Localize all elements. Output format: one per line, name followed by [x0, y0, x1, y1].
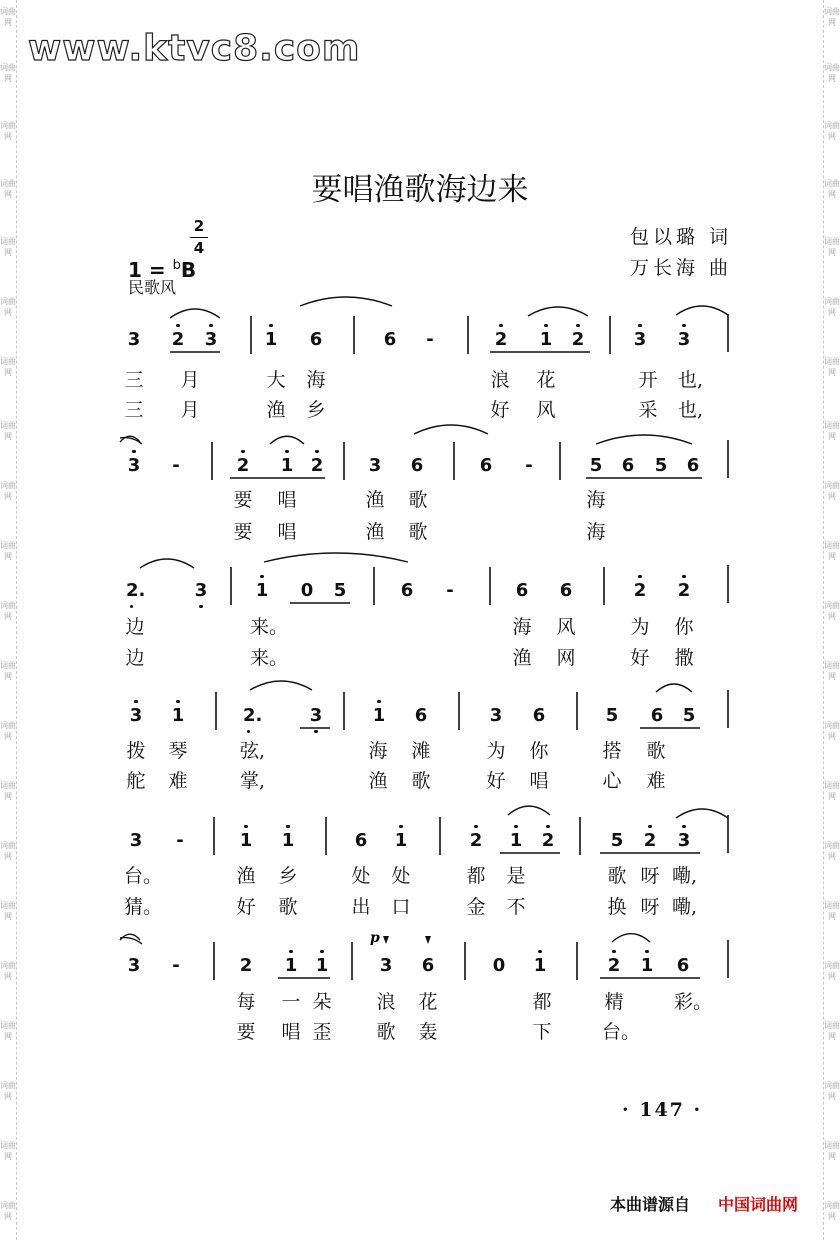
jianpu-note: 3	[677, 329, 691, 350]
side-watermark-text: 词曲网	[824, 421, 840, 441]
lyric-verse1-syllable: 风	[556, 616, 576, 638]
lyric-verse1-syllable: 月	[180, 369, 200, 391]
jianpu-note: 3	[677, 830, 691, 851]
side-watermark-text: 词曲网	[0, 721, 16, 741]
side-watermark-text: 词曲网	[824, 601, 840, 621]
lyric-verse2-syllable: 渔	[266, 399, 286, 421]
slur-tie	[676, 306, 728, 315]
side-watermark-text: 词曲网	[0, 841, 16, 861]
flat-sign: b	[172, 258, 181, 273]
jianpu-note: 6	[400, 580, 414, 601]
slur-tie	[250, 681, 312, 690]
side-watermark-text: 词曲网	[824, 7, 840, 27]
jianpu-note: 6	[621, 455, 635, 476]
lyric-verse2-syllable: 歪	[312, 1021, 332, 1043]
jianpu-note: 3	[368, 455, 382, 476]
side-watermark-text: 词曲网	[0, 1141, 16, 1161]
jianpu-note: 3	[489, 705, 503, 726]
jianpu-note: 1	[394, 830, 408, 851]
side-watermark-text: 词曲网	[0, 1021, 16, 1041]
slur-tie	[676, 809, 728, 818]
lyric-verse2-syllable: 三	[124, 399, 144, 421]
jianpu-note: 2	[541, 830, 555, 851]
lyric-verse1-syllable: 你	[529, 740, 549, 762]
lyric-verse2-syllable: 难	[646, 770, 666, 792]
side-watermark-text: 词曲网	[0, 357, 16, 377]
jianpu-note: 1	[315, 955, 329, 976]
jianpu-note: 3	[379, 955, 393, 976]
lyric-verse2-syllable: 呀	[640, 896, 660, 918]
lyric-verse2-syllable: 舵	[126, 770, 146, 792]
jianpu-note: 3	[129, 830, 143, 851]
jianpu-note: 1	[171, 705, 185, 726]
lyric-verse1-syllable: 呀	[640, 865, 660, 887]
side-watermark-text: 词曲网	[824, 1081, 840, 1101]
lyric-verse2-syllable: 歌	[408, 521, 428, 543]
lyric-verse2-syllable: 下	[532, 1021, 552, 1043]
jianpu-note: 5	[654, 455, 668, 476]
lyric-verse2-syllable: 网	[556, 647, 576, 669]
lyric-verse1-syllable: 是	[506, 865, 526, 887]
jianpu-note: 3	[633, 329, 647, 350]
lyric-verse1-syllable: 处	[391, 865, 411, 887]
lyric-verse2-syllable: 要	[236, 1021, 256, 1043]
side-watermark-text: 词曲网	[0, 421, 16, 441]
lyric-verse1-syllable: 为	[630, 616, 650, 638]
lyric-verse1-syllable: 为	[486, 740, 506, 762]
dash-extension: -	[172, 955, 180, 976]
lyric-verse2-syllable: 猜。	[124, 896, 163, 918]
lyric-verse1-syllable: 歌	[646, 740, 666, 762]
jianpu-note: 2	[643, 830, 657, 851]
slur-tie	[270, 436, 304, 444]
jianpu-note: 5	[682, 705, 696, 726]
lyric-verse2-syllable: 好	[490, 399, 510, 421]
lyric-verse2-syllable: 要	[233, 521, 253, 543]
side-watermark-text: 词曲网	[824, 901, 840, 921]
lyric-verse1-syllable: 边	[125, 616, 145, 638]
side-watermark-text: 词曲网	[0, 121, 16, 141]
jianpu-note: 3	[194, 580, 208, 601]
side-watermark-text: 词曲网	[824, 1201, 840, 1221]
side-watermark-text: 词曲网	[0, 237, 16, 257]
side-watermark-text: 词曲网	[824, 1021, 840, 1041]
jianpu-note: 0	[300, 580, 314, 601]
jianpu-note: 5	[589, 455, 603, 476]
jianpu-note: 1	[284, 955, 298, 976]
time-top: 2	[193, 217, 205, 235]
dash-extension: -	[426, 329, 434, 350]
lyric-verse2-syllable: 难	[168, 770, 188, 792]
lyric-verse1-syllable: 要	[233, 489, 253, 511]
lyric-verse1-syllable: 弦,	[240, 740, 266, 762]
lyric-verse1-syllable: 花	[418, 991, 438, 1013]
lyric-verse1-syllable: 大	[266, 369, 286, 391]
lyric-verse2-syllable: 台。	[602, 1021, 641, 1043]
side-watermark-text: 词曲网	[0, 781, 16, 801]
lyric-verse2-syllable: 心	[602, 770, 622, 792]
source-site-link[interactable]: 中国词曲网	[718, 1195, 799, 1214]
lyric-verse2-syllable: 歌	[278, 896, 298, 918]
lyric-verse2-syllable: 边	[125, 647, 145, 669]
lyric-verse2-syllable: 唱	[277, 521, 297, 543]
jianpu-note: 0	[492, 955, 506, 976]
jianpu-note: 6	[309, 329, 323, 350]
lyric-verse2-syllable: 渔	[368, 770, 388, 792]
lyric-verse1-syllable: 你	[674, 616, 694, 638]
lyric-verse2-syllable: 唱	[281, 1021, 301, 1043]
lyric-verse1-syllable: 一	[281, 991, 301, 1013]
time-bottom: 4	[193, 239, 205, 257]
slur-tie	[656, 684, 692, 692]
jianpu-note: 2	[469, 830, 483, 851]
lyric-verse1-syllable: 台。	[124, 865, 163, 887]
jianpu-note: 1	[533, 955, 547, 976]
lyric-verse1-syllable: 来。	[250, 616, 289, 638]
jianpu-note: 6	[532, 705, 546, 726]
lyric-verse2-syllable: 好	[630, 647, 650, 669]
side-watermark-text: 词曲网	[0, 7, 16, 27]
jianpu-note: 6	[354, 830, 368, 851]
jianpu-note: 5	[333, 580, 347, 601]
side-watermark-text: 词曲网	[824, 1141, 840, 1161]
jianpu-note: 2	[607, 955, 621, 976]
lyric-verse2-syllable: 也,	[678, 399, 704, 421]
jianpu-note: 5	[605, 705, 619, 726]
jianpu-note: 2	[310, 455, 324, 476]
jianpu-note: 2	[494, 329, 508, 350]
lyric-verse2-syllable: 撒	[674, 647, 694, 669]
key-prefix: 1 =	[128, 258, 173, 282]
accent-mark	[383, 936, 389, 944]
lyric-verse2-syllable: 乡	[306, 399, 326, 421]
side-watermark-text: 词曲网	[0, 63, 16, 83]
slur-tie	[528, 307, 588, 316]
side-watermark-text: 词曲网	[824, 237, 840, 257]
lyric-verse1-syllable: 三	[124, 369, 144, 391]
side-watermark-text: 词曲网	[0, 179, 16, 199]
lyric-verse1-syllable: 朵	[312, 991, 332, 1013]
side-watermark-text: 词曲网	[824, 721, 840, 741]
side-watermark-text: 词曲网	[824, 661, 840, 681]
jianpu-note: 2.	[243, 705, 263, 726]
side-watermark-text: 词曲网	[824, 179, 840, 199]
jianpu-note: 1	[255, 580, 269, 601]
side-watermark-text: 词曲网	[0, 1081, 16, 1101]
song-title: 要唱渔歌海边来	[311, 172, 529, 208]
jianpu-note: 6	[686, 455, 700, 476]
lyric-verse1-syllable: 拨	[126, 740, 146, 762]
side-watermark-text: 词曲网	[0, 297, 16, 317]
side-watermark-text: 词曲网	[824, 841, 840, 861]
lyric-verse2-syllable: 采	[638, 399, 658, 421]
side-watermark-text: 词曲网	[824, 481, 840, 501]
accent-mark	[425, 936, 431, 944]
side-watermark-text: 词曲网	[0, 661, 16, 681]
lyric-verse2-syllable: 来。	[250, 647, 289, 669]
lyric-verse1-syllable: 渔	[236, 865, 256, 887]
jianpu-note: 6	[383, 329, 397, 350]
lyric-verse1-syllable: 精	[604, 991, 624, 1013]
page-number: · 147 ·	[622, 1099, 703, 1121]
lyric-verse2-syllable: 渔	[365, 521, 385, 543]
side-watermark-text: 词曲网	[824, 781, 840, 801]
dash-extension: -	[446, 580, 454, 601]
lyric-verse2-syllable: 海	[586, 521, 606, 543]
lyric-verse1-syllable: 歌	[607, 865, 627, 887]
side-watermark-text: 词曲网	[0, 541, 16, 561]
dynamic-piano-mark: p	[370, 930, 380, 946]
slur-tie	[508, 806, 550, 815]
lyric-verse2-syllable: 好	[236, 896, 256, 918]
jianpu-note: 1	[264, 329, 278, 350]
jianpu-note: 6	[515, 580, 529, 601]
side-watermark-text: 词曲网	[0, 481, 16, 501]
jianpu-note: 2	[236, 455, 250, 476]
side-watermark-text: 词曲网	[824, 63, 840, 83]
jianpu-note: 3	[127, 955, 141, 976]
jianpu-note: 2	[571, 329, 585, 350]
lyric-verse1-syllable: 海	[368, 740, 388, 762]
site-watermark: www.ktvc8.com	[28, 28, 361, 69]
dash-extension: -	[525, 455, 533, 476]
jianpu-note: 5	[610, 830, 624, 851]
slur-tie	[170, 309, 220, 318]
jianpu-note: 2	[239, 955, 253, 976]
side-watermark-text: 词曲网	[0, 1201, 16, 1221]
slur-tie	[140, 559, 194, 568]
lyric-verse2-syllable: 歌	[411, 770, 431, 792]
dash-extension: -	[176, 830, 184, 851]
lyric-verse2-syllable: 掌,	[240, 770, 266, 792]
jianpu-note: 3	[129, 705, 143, 726]
lyric-verse1-syllable: 处	[351, 865, 371, 887]
lyric-verse1-syllable: 琴	[168, 740, 188, 762]
composer-credit: 万长海 曲	[629, 257, 732, 279]
lyric-verse1-syllable: 开	[638, 369, 658, 391]
lyric-verse2-syllable: 风	[536, 399, 556, 421]
jianpu-note: 3	[127, 455, 141, 476]
jianpu-note: 6	[410, 455, 424, 476]
jianpu-note: 1	[640, 955, 654, 976]
side-watermark-text: 词曲网	[824, 297, 840, 317]
lyric-verse2-syllable: 换	[607, 896, 627, 918]
style-label: 民歌风	[128, 278, 177, 297]
jianpu-note: 6	[559, 580, 573, 601]
lyric-verse1-syllable: 都	[466, 865, 486, 887]
lyric-verse1-syllable: 歌	[408, 489, 428, 511]
side-watermark-text: 词曲网	[824, 357, 840, 377]
lyric-verse2-syllable: 月	[180, 399, 200, 421]
lyric-verse2-syllable: 口	[391, 896, 411, 918]
lyric-verse1-syllable: 海	[306, 369, 326, 391]
dash-extension: -	[172, 455, 180, 476]
jianpu-note: 6	[479, 455, 493, 476]
lyric-verse2-syllable: 渔	[512, 647, 532, 669]
jianpu-note: 3	[309, 705, 323, 726]
side-watermark-text: 词曲网	[824, 961, 840, 981]
lyric-verse2-syllable: 唱	[529, 770, 549, 792]
slur-tie	[612, 934, 650, 942]
lyric-verse2-syllable: 歌	[376, 1021, 396, 1043]
lyric-verse1-syllable: 也,	[678, 369, 704, 391]
jianpu-note: 2	[633, 580, 647, 601]
jianpu-note: 6	[414, 705, 428, 726]
lyric-verse1-syllable: 唱	[277, 489, 297, 511]
lyric-verse2-syllable: 轰	[418, 1021, 438, 1043]
jianpu-note: 6	[676, 955, 690, 976]
jianpu-note: 1	[539, 329, 553, 350]
lyric-verse1-syllable: 每	[236, 991, 256, 1013]
lyric-verse1-syllable: 渔	[365, 489, 385, 511]
jianpu-note: 1	[280, 455, 294, 476]
lyric-verse2-syllable: 金	[466, 896, 486, 918]
lyric-verse2-syllable: 不	[506, 896, 526, 918]
lyric-verse1-syllable: 浪	[490, 369, 510, 391]
side-watermark-text: 词曲网	[0, 901, 16, 921]
jianpu-note: 6	[421, 955, 435, 976]
lyric-verse1-syllable: 乡	[278, 865, 298, 887]
jianpu-note: 1	[239, 830, 253, 851]
lyric-verse2-syllable: 嘞,	[672, 896, 698, 918]
jianpu-note: 1	[281, 830, 295, 851]
side-watermark-text: 词曲网	[824, 121, 840, 141]
jianpu-note: 3	[204, 329, 218, 350]
slur-tie	[300, 297, 392, 306]
jianpu-note: 1	[509, 830, 523, 851]
jianpu-note: 1	[372, 705, 386, 726]
jianpu-note: 2	[171, 329, 185, 350]
lyric-verse1-syllable: 海	[586, 489, 606, 511]
lyric-verse1-syllable: 滩	[411, 740, 431, 762]
key-note: B	[180, 258, 197, 282]
lyric-verse1-syllable: 花	[536, 369, 556, 391]
slur-tie	[414, 425, 488, 434]
jianpu-note: 6	[650, 705, 664, 726]
jianpu-note: 2	[677, 580, 691, 601]
side-watermark-text: 词曲网	[0, 601, 16, 621]
lyric-verse2-syllable: 好	[486, 770, 506, 792]
slur-tie	[596, 435, 692, 444]
source-label: 本曲谱源自	[610, 1195, 691, 1214]
lyric-verse1-syllable: 搭	[602, 740, 622, 762]
lyric-verse2-syllable: 出	[351, 896, 371, 918]
slur-tie	[264, 553, 408, 562]
lyric-verse1-syllable: 浪	[376, 991, 396, 1013]
lyricist-credit: 包以璐 词	[629, 226, 732, 248]
lyric-verse1-syllable: 海	[512, 616, 532, 638]
lyric-verse1-syllable: 彩。	[674, 991, 713, 1013]
side-watermark-text: 词曲网	[824, 541, 840, 561]
lyric-verse1-syllable: 都	[532, 991, 552, 1013]
lyric-verse1-syllable: 嘞,	[672, 865, 698, 887]
jianpu-note: 2.	[126, 580, 146, 601]
side-watermark-text: 词曲网	[0, 961, 16, 981]
jianpu-note: 3	[127, 329, 141, 350]
